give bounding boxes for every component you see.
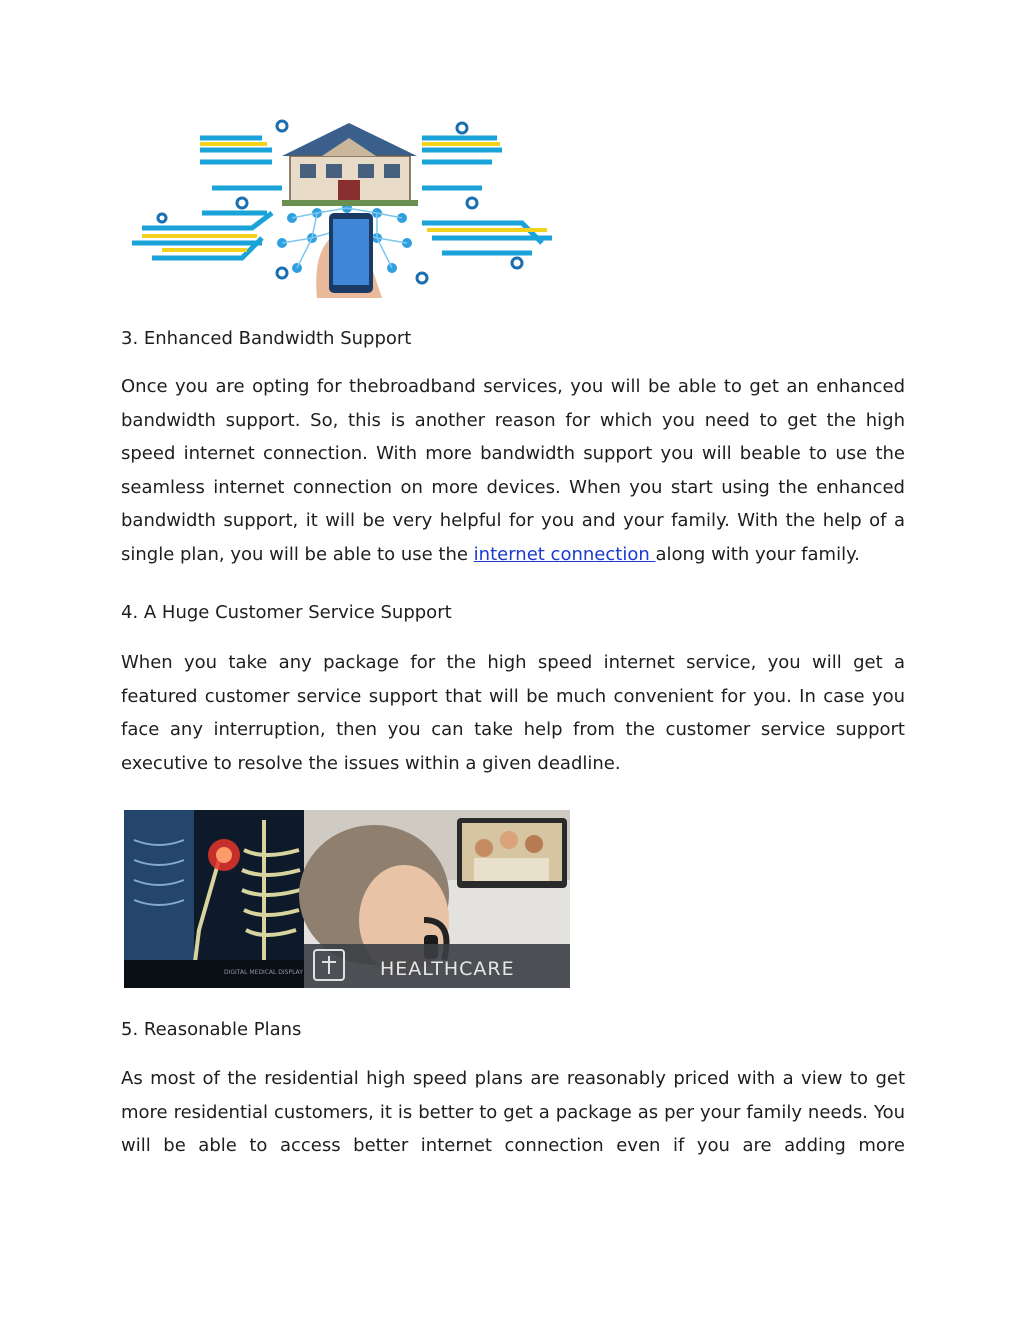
- healthcare-caption: HEALTHCARE: [380, 958, 515, 980]
- section-heading: 3. Enhanced Bandwidth Support: [121, 328, 412, 349]
- section-3-body: [121, 370, 905, 572]
- paragraph: As most of the residential high speed plans are reasonably priced with a view to get more residential customers, it is better to get a package as per your family needs. You will be able to access better internet connection even if you are adding more: [121, 1068, 905, 1157]
- section-4: [121, 601, 905, 625]
- section-heading: 5. Reasonable Plans: [121, 1019, 302, 1040]
- section-5-body: [121, 1062, 905, 1163]
- digital-medical-display-text: DIGITAL MEDICAL DISPLAY: [224, 969, 303, 976]
- paragraph-text: Once you are opting for thebroadband services, you will be able to get an enhanced bandwidth support. So, this is another reason for which you need to get the high speed internet connection. With more bandwidth support you will beable to use the seamless internet connection on more devices. When you start using the enhanced bandwidth support, it will be very helpful for you and your family. With the help of a single plan, you will be able to use the: [121, 376, 905, 565]
- section-4-body: [121, 646, 905, 780]
- section-3: [121, 327, 905, 351]
- healthcare-image: [124, 810, 570, 988]
- internet-connection-link[interactable]: internet connection: [473, 543, 656, 565]
- smart-home-network-icon: [122, 118, 568, 298]
- section-5: [121, 1018, 905, 1042]
- paragraph-text: along with your family.: [655, 543, 860, 565]
- paragraph: When you take any package for the high speed internet service, you will get a featured customer service support that will be much convenient for you. In case you face any interruption, then you can take help from the customer service support executive to resolve the issues within a given deadline.: [121, 652, 905, 774]
- paragraph: [121, 370, 905, 572]
- healthcare-icon: [124, 810, 570, 988]
- section-heading: 4. A Huge Customer Service Support: [121, 602, 452, 623]
- smart-home-image: [122, 118, 568, 298]
